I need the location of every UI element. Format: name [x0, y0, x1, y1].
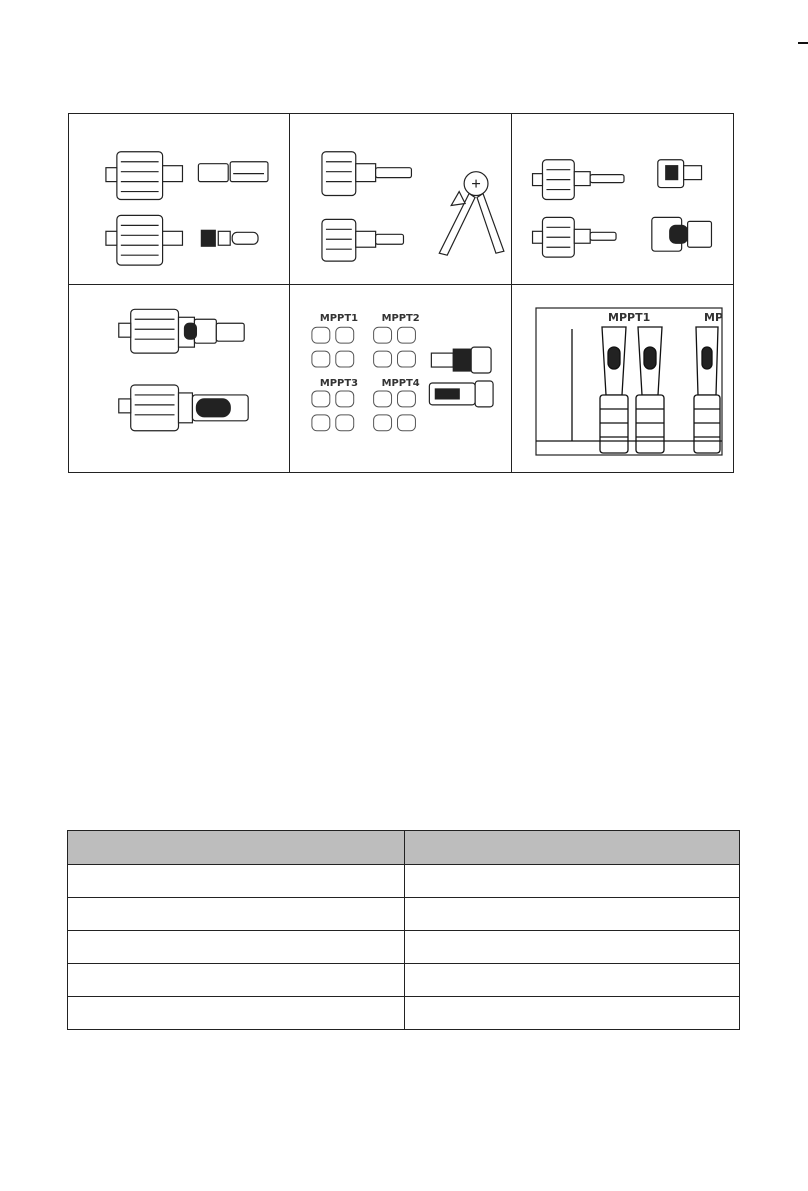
- table-cell: [68, 997, 405, 1030]
- spec-table: [67, 830, 740, 1030]
- table-cell: [405, 931, 740, 964]
- table-cell: [68, 865, 405, 898]
- table-cell: [68, 931, 405, 964]
- table-row: [68, 964, 740, 997]
- mppt-partial-label: MP: [704, 311, 724, 324]
- panel-insert-contact: [512, 114, 733, 285]
- table-row: [68, 898, 740, 931]
- table-row: [68, 997, 740, 1030]
- table-cell: [68, 964, 405, 997]
- table-cell: [405, 865, 740, 898]
- mppt-inputs-illustration: [290, 285, 511, 472]
- insert-contact-illustration: [512, 114, 733, 284]
- panel-crimping: [290, 114, 512, 285]
- panel-installed-connectors: [512, 285, 733, 472]
- tighten-nut-illustration: [69, 285, 289, 472]
- mppt3-label: MPPT3: [319, 377, 359, 389]
- page-edge-mark: [798, 42, 808, 44]
- panel-mppt-inputs: [290, 285, 512, 472]
- table-header-cell: [68, 831, 405, 865]
- table-header-row: [68, 831, 740, 865]
- mppt1-label: MPPT1: [608, 311, 651, 324]
- table-cell: [405, 898, 740, 931]
- table-cell: [68, 898, 405, 931]
- panel-tighten-nut: [69, 285, 290, 472]
- table-cell: [405, 997, 740, 1030]
- table-cell: [405, 964, 740, 997]
- installed-connectors-illustration: [512, 285, 733, 472]
- table-row: [68, 865, 740, 898]
- connector-assembly-figure: [68, 113, 734, 473]
- crimping-illustration: [290, 114, 511, 284]
- mppt1-label: MPPT1: [319, 313, 359, 325]
- mppt4-label: MPPT4: [381, 377, 420, 389]
- panel-connector-parts: [69, 114, 290, 285]
- connector-parts-illustration: [69, 114, 289, 284]
- mppt2-label: MPPT2: [381, 313, 420, 325]
- table-header-cell: [405, 831, 740, 865]
- table-row: [68, 931, 740, 964]
